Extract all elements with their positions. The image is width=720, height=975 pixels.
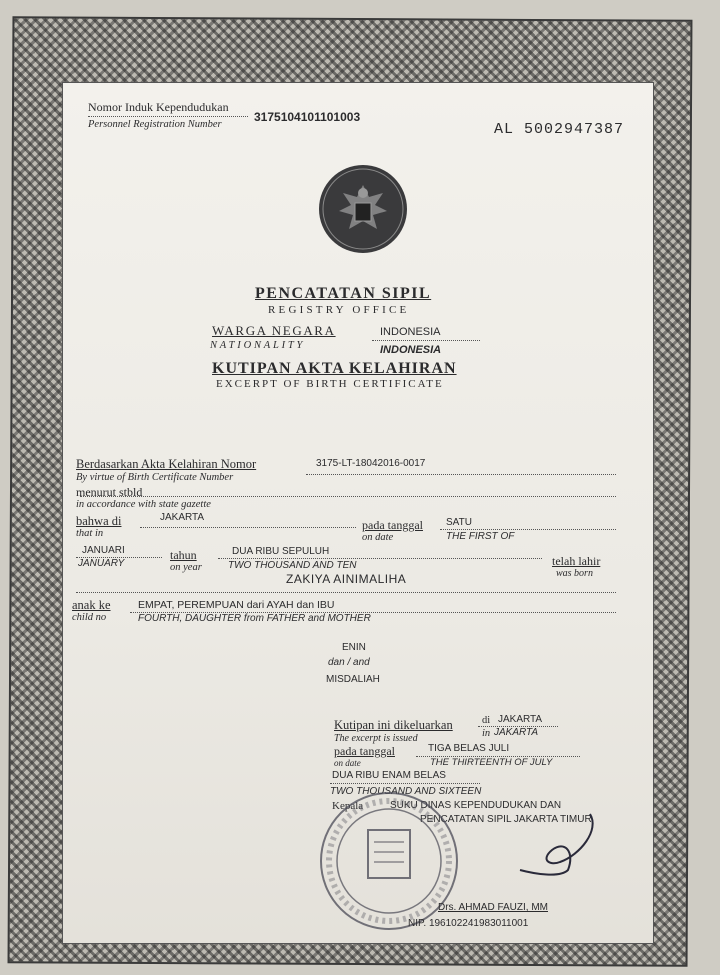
divider [478, 726, 558, 727]
official-nip: NIP. 196102241983011001 [408, 918, 529, 929]
office-title: PENCATATAN SIPIL [255, 285, 432, 302]
birth-year-value-en: TWO THOUSAND AND TEN [228, 560, 357, 571]
issue-date-label: pada tanggal [334, 744, 395, 758]
date-label: pada tanggal [362, 518, 423, 532]
birth-date-value-en: THE FIRST OF [446, 531, 515, 542]
date-label-en: on date [362, 532, 394, 543]
divider [80, 496, 616, 497]
child-order-value-en: FOURTH, DAUGHTER from FATHER and MOTHER [138, 613, 371, 624]
divider [330, 783, 480, 784]
issue-date-value-en: THE THIRTEENTH OF JULY [430, 757, 553, 768]
divider [76, 557, 162, 558]
divider [372, 340, 480, 341]
nationality-value: INDONESIA [380, 326, 441, 338]
nationality-label: WARGA NEGARA [212, 323, 336, 338]
official-title-line1: SUKU DINAS KEPENDUDUKAN DAN [390, 800, 562, 811]
basis-value: 3175-LT-18042016-0017 [316, 458, 426, 469]
issued-label: Kutipan ini dikeluarkan [334, 718, 453, 732]
issued-place-value: JAKARTA [498, 714, 543, 725]
place-label: bahwa di [76, 514, 122, 528]
birth-month-value-en: JANUARY [78, 558, 125, 569]
stbld-label: menurut stbld [76, 485, 143, 499]
issued-label-en: The excerpt is issued [334, 733, 418, 744]
child-name: ZAKIYA AINIMALIHA [286, 572, 407, 586]
nik-value: 3175104101101003 [254, 110, 361, 124]
year-label: tahun [170, 548, 197, 562]
basis-label-en: By virtue of Birth Certificate Number [76, 472, 234, 483]
born-label-en: was born [556, 568, 593, 579]
official-title-line2: PENCATATAN SIPIL JAKARTA TIMUR [420, 814, 592, 825]
birth-month-value: JANUARI [82, 545, 125, 556]
and-label: dan / and [328, 657, 370, 668]
birth-date-value: SATU [446, 517, 472, 528]
divider [140, 527, 356, 528]
divider [88, 116, 248, 117]
nationality-label-en: NATIONALITY [210, 340, 306, 351]
divider [218, 558, 542, 559]
year-label-en: on year [170, 562, 202, 573]
nik-label-en: Personnel Registration Number [88, 119, 222, 130]
stbld-label-en: in accordance with state gazette [76, 499, 211, 510]
birth-place-value: JAKARTA [160, 512, 205, 523]
issued-at-label-en: in [482, 728, 491, 739]
nik-label: Nomor Induk Kependudukan [88, 100, 229, 114]
mother-name: MISDALIAH [326, 674, 380, 685]
father-name: ENIN [342, 642, 366, 653]
issued-at-label: di [482, 715, 491, 726]
document-title: KUTIPAN AKTA KELAHIRAN [212, 360, 457, 377]
garuda-emblem-icon [317, 163, 409, 255]
basis-label: Berdasarkan Akta Kelahiran Nomor [76, 457, 257, 471]
nationality-value-en: INDONESIA [380, 344, 442, 356]
issue-year-value-en: TWO THOUSAND AND SIXTEEN [330, 786, 482, 797]
place-label-en: that in [76, 528, 104, 539]
divider [130, 612, 616, 613]
issue-year-value: DUA RIBU ENAM BELAS [332, 770, 446, 781]
official-prefix: Kepala [332, 800, 364, 812]
issue-date-label-en: on date [334, 758, 361, 768]
child-order-label: anak ke [72, 598, 111, 612]
divider [306, 474, 616, 475]
divider [416, 756, 580, 757]
child-order-label-en: child no [72, 612, 107, 623]
divider [440, 529, 616, 530]
birth-year-value: DUA RIBU SEPULUH [232, 546, 330, 557]
official-name: Drs. AHMAD FAUZI, MM [438, 902, 548, 913]
office-title-en: REGISTRY OFFICE [268, 304, 410, 316]
born-label: telah lahir [552, 554, 601, 568]
document-title-en: EXCERPT OF BIRTH CERTIFICATE [216, 378, 444, 390]
divider [76, 592, 616, 593]
issue-date-value: TIGA BELAS JULI [428, 743, 510, 754]
issued-place-value-en: JAKARTA [494, 727, 539, 738]
child-order-value: EMPAT, PEREMPUAN dari AYAH dan IBU [138, 599, 335, 611]
serial-number: AL 5002947387 [494, 121, 625, 138]
signature-icon [440, 800, 610, 880]
